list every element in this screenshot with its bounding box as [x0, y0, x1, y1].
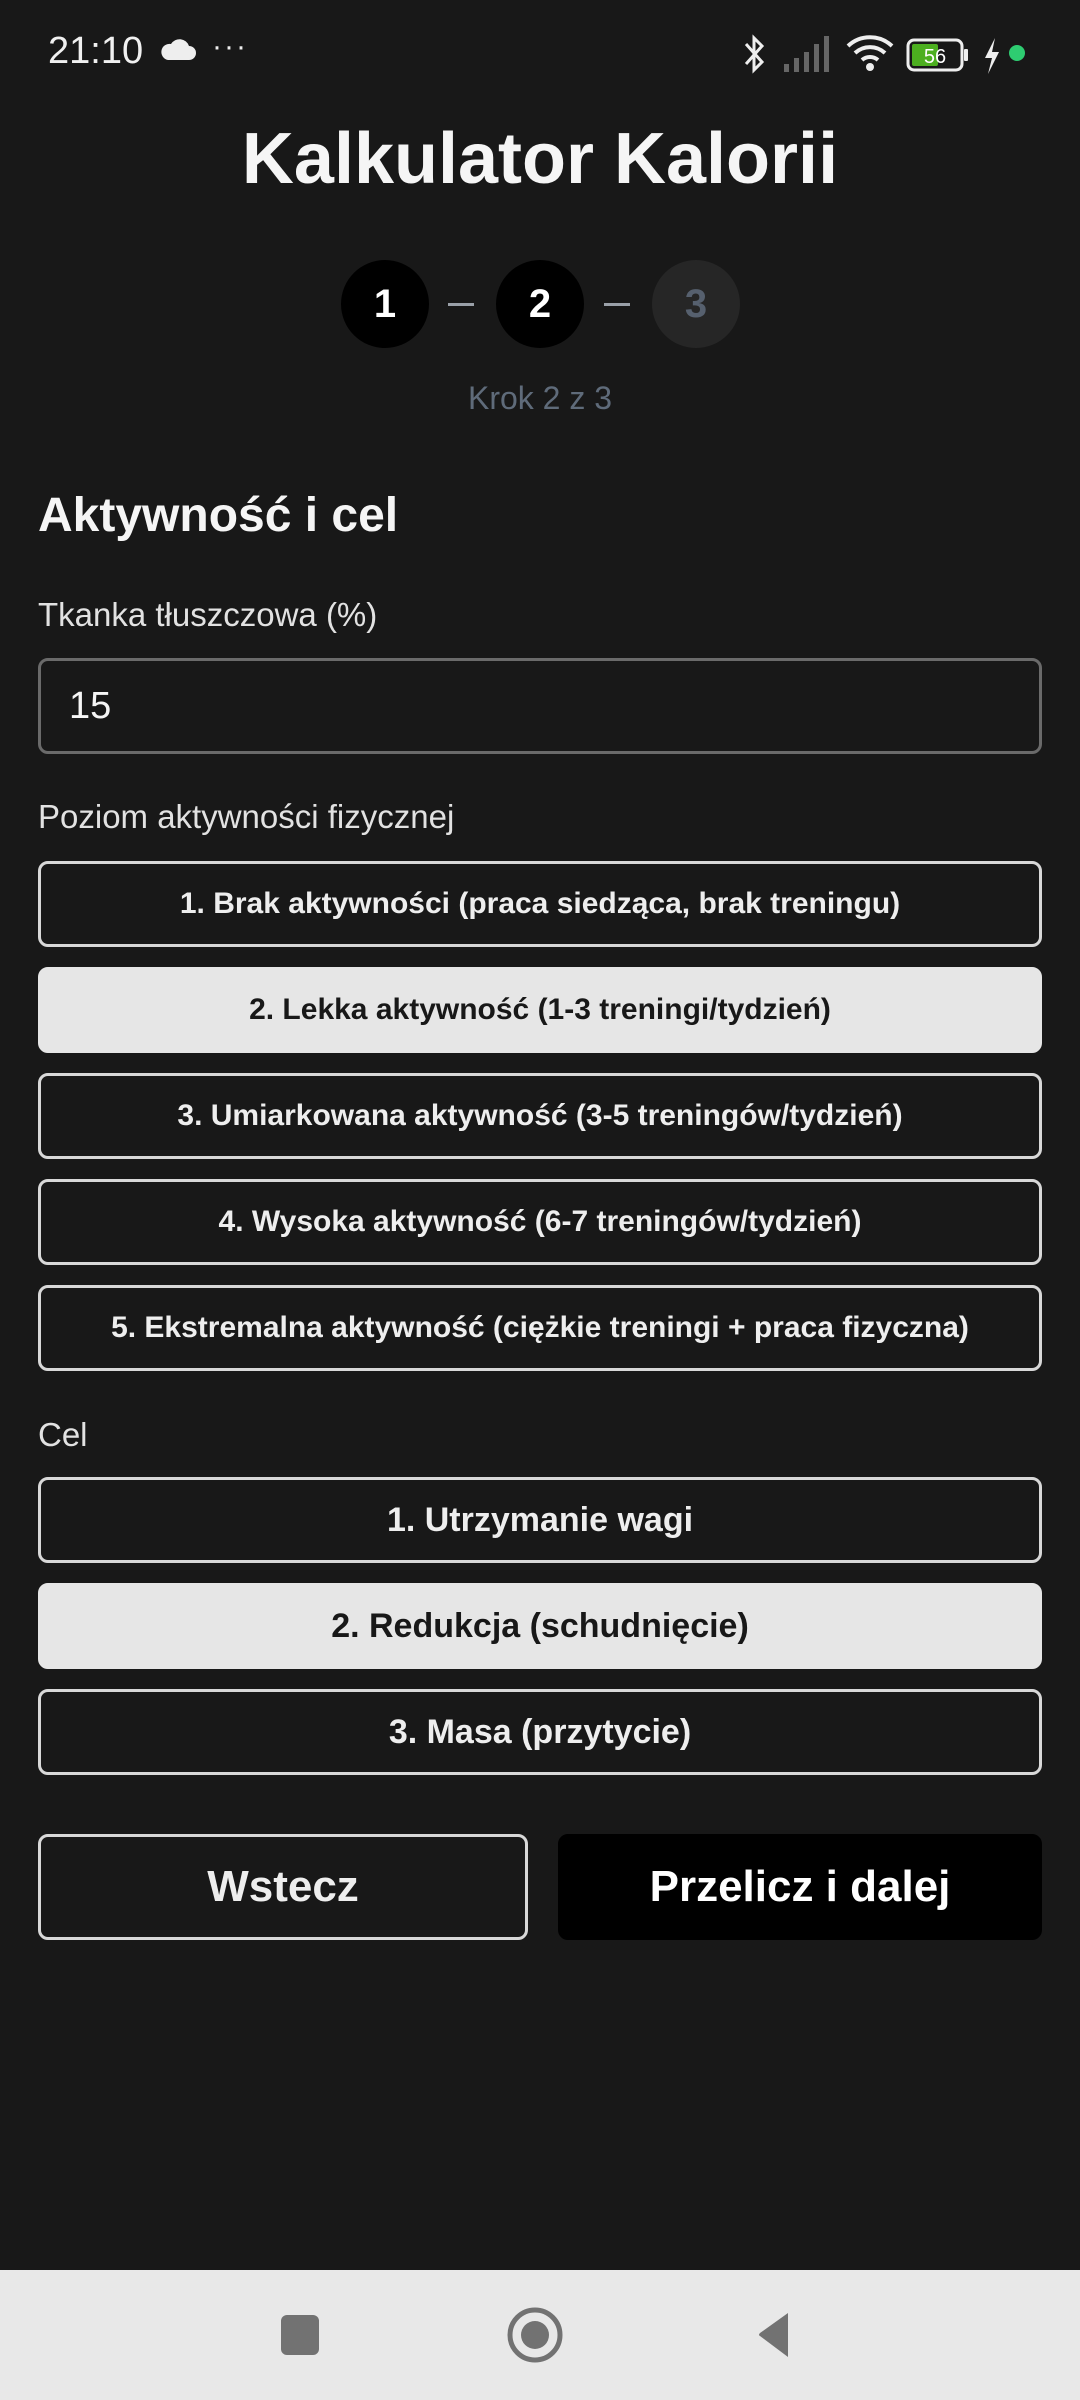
charging-icon [982, 36, 1002, 76]
home-icon[interactable] [475, 2270, 595, 2400]
dot-indicator-icon [1008, 44, 1026, 62]
activity-option-2[interactable]: 2. Lekka aktywność (1-3 treningi/tydzień) [38, 967, 1042, 1053]
battery-icon [906, 38, 970, 72]
step-indicator [0, 260, 1080, 348]
activity-option-3[interactable]: 3. Umiarkowana aktywność (3-5 treningów/tydzień) [38, 1073, 1042, 1159]
step-connector [448, 303, 474, 306]
app-title: Kalkulator Kalorii [241, 119, 839, 199]
recents-icon[interactable] [240, 2270, 360, 2400]
goal-label: Cel [38, 1416, 88, 1453]
bluetooth-icon [742, 34, 768, 74]
goal-option-reduce[interactable]: 2. Redukcja (schudnięcie) [38, 1583, 1042, 1669]
step-1: 1 [341, 260, 429, 348]
activity-option-5[interactable]: 5. Ekstremalna aktywność (ciężkie treningi + praca fizyczna) [38, 1285, 1042, 1371]
activity-option-1[interactable]: 1. Brak aktywności (praca siedząca, brak treningu) [38, 861, 1042, 947]
body-fat-label: Tkanka tłuszczowa (%) [38, 596, 378, 633]
calculate-next-button[interactable]: Przelicz i dalej [558, 1834, 1042, 1940]
activity-option-4[interactable]: 4. Wysoka aktywność (6-7 treningów/tydzień) [38, 1179, 1042, 1265]
activity-level-label: Poziom aktywności fizycznej [38, 798, 455, 835]
system-nav-bar [0, 2270, 1080, 2400]
step-3: 3 [652, 260, 740, 348]
section-title: Aktywność i cel [38, 489, 399, 542]
svg-text:56: 56 [923, 46, 947, 68]
step-connector [604, 303, 630, 306]
goal-option-maintain[interactable]: 1. Utrzymanie wagi [38, 1477, 1042, 1563]
wifi-icon [846, 34, 894, 74]
cloud-icon [160, 38, 196, 62]
more-dots-icon: ··· [212, 30, 248, 63]
back-icon[interactable] [710, 2270, 830, 2400]
goal-option-mass[interactable]: 3. Masa (przytycie) [38, 1689, 1042, 1775]
status-bar [0, 0, 1080, 108]
signal-icon [784, 36, 834, 72]
back-button[interactable]: Wstecz [38, 1834, 528, 1940]
step-caption: Krok 2 z 3 [467, 380, 613, 416]
step-2: 2 [496, 260, 584, 348]
body-fat-input[interactable] [38, 658, 1042, 754]
clock: 21:10 [48, 30, 144, 72]
